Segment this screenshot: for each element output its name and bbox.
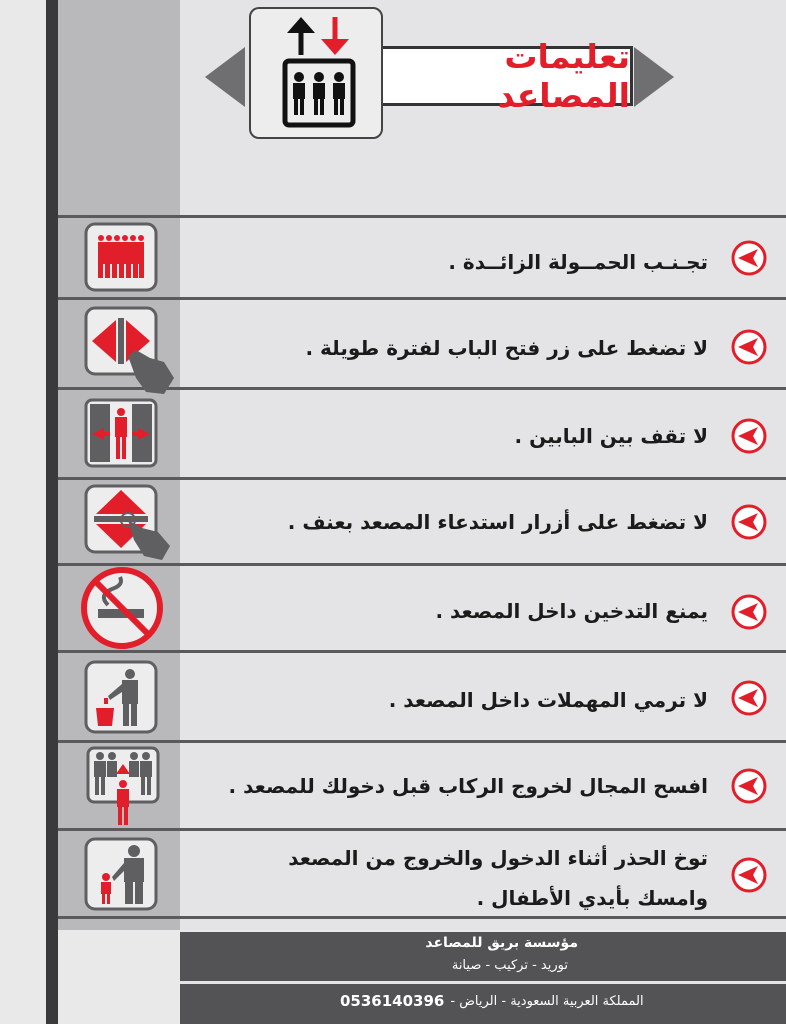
instruction-text: لا ترمي المهملات داخل المصعد . bbox=[388, 688, 708, 712]
instruction-text: تجـنـب الحمــولة الزائــدة . bbox=[448, 250, 708, 274]
page-title: تعليمات المصاعد bbox=[497, 37, 630, 115]
instruction-text: يمنع التدخين داخل المصعد . bbox=[435, 599, 708, 623]
row-divider bbox=[58, 297, 786, 300]
bullet-arrow-icon bbox=[730, 767, 768, 805]
bullet-arrow-icon bbox=[730, 328, 768, 366]
row-divider bbox=[58, 650, 786, 653]
hold-child-hand-icon bbox=[84, 837, 158, 911]
instruction-text: لا تقف بين البابين . bbox=[514, 424, 708, 448]
bullet-arrow-icon bbox=[730, 856, 768, 894]
elevator-icon bbox=[251, 9, 381, 137]
bullet-arrow-icon bbox=[730, 417, 768, 455]
row-divider bbox=[58, 477, 786, 480]
row-divider bbox=[58, 740, 786, 743]
contact-line bbox=[340, 992, 644, 1010]
row-divider bbox=[58, 215, 786, 218]
row-divider bbox=[58, 916, 786, 919]
bullet-arrow-icon bbox=[730, 239, 768, 277]
header-left-arrow bbox=[205, 47, 245, 107]
elevator-logo bbox=[249, 7, 383, 139]
company-name: مؤسسة بريق للمصاعد bbox=[425, 935, 578, 951]
door-open-button-icon bbox=[84, 306, 158, 376]
bullet-arrow-icon bbox=[730, 503, 768, 541]
instruction-text: لا تضغط على أزرار استدعاء المصعد بعنف . bbox=[287, 510, 708, 534]
header-banner bbox=[383, 37, 633, 115]
company-location: المملكة العربية السعودية - الرياض - bbox=[450, 993, 644, 1009]
call-button-press-icon bbox=[84, 484, 158, 554]
phone-number: 0536140396 bbox=[340, 992, 445, 1010]
bullet-arrow-icon bbox=[730, 679, 768, 717]
instruction-text: توخ الحذر أثناء الدخول والخروج من المصعد bbox=[288, 846, 708, 870]
company-services: توريد - تركيب - صيانة bbox=[451, 958, 568, 973]
header-right-arrow bbox=[634, 47, 674, 107]
instruction-text: لا تضغط على زر فتح الباب لفترة طويلة . bbox=[305, 336, 708, 360]
let-passengers-exit-icon bbox=[86, 746, 160, 828]
no-smoking-icon bbox=[80, 567, 164, 649]
person-between-doors-icon bbox=[84, 398, 158, 468]
instruction-text: افسح المجال لخروج الركاب قبل دخولك للمصعد . bbox=[228, 774, 708, 798]
row-divider bbox=[58, 828, 786, 831]
footer-contact-block bbox=[180, 984, 786, 1024]
overload-icon bbox=[84, 222, 158, 292]
bullet-arrow-icon bbox=[730, 593, 768, 631]
footer-company-block bbox=[180, 932, 786, 982]
left-edge-bar bbox=[46, 0, 58, 1024]
no-littering-icon bbox=[84, 660, 158, 730]
instruction-text: وامسك بأيدي الأطفال . bbox=[476, 886, 708, 910]
